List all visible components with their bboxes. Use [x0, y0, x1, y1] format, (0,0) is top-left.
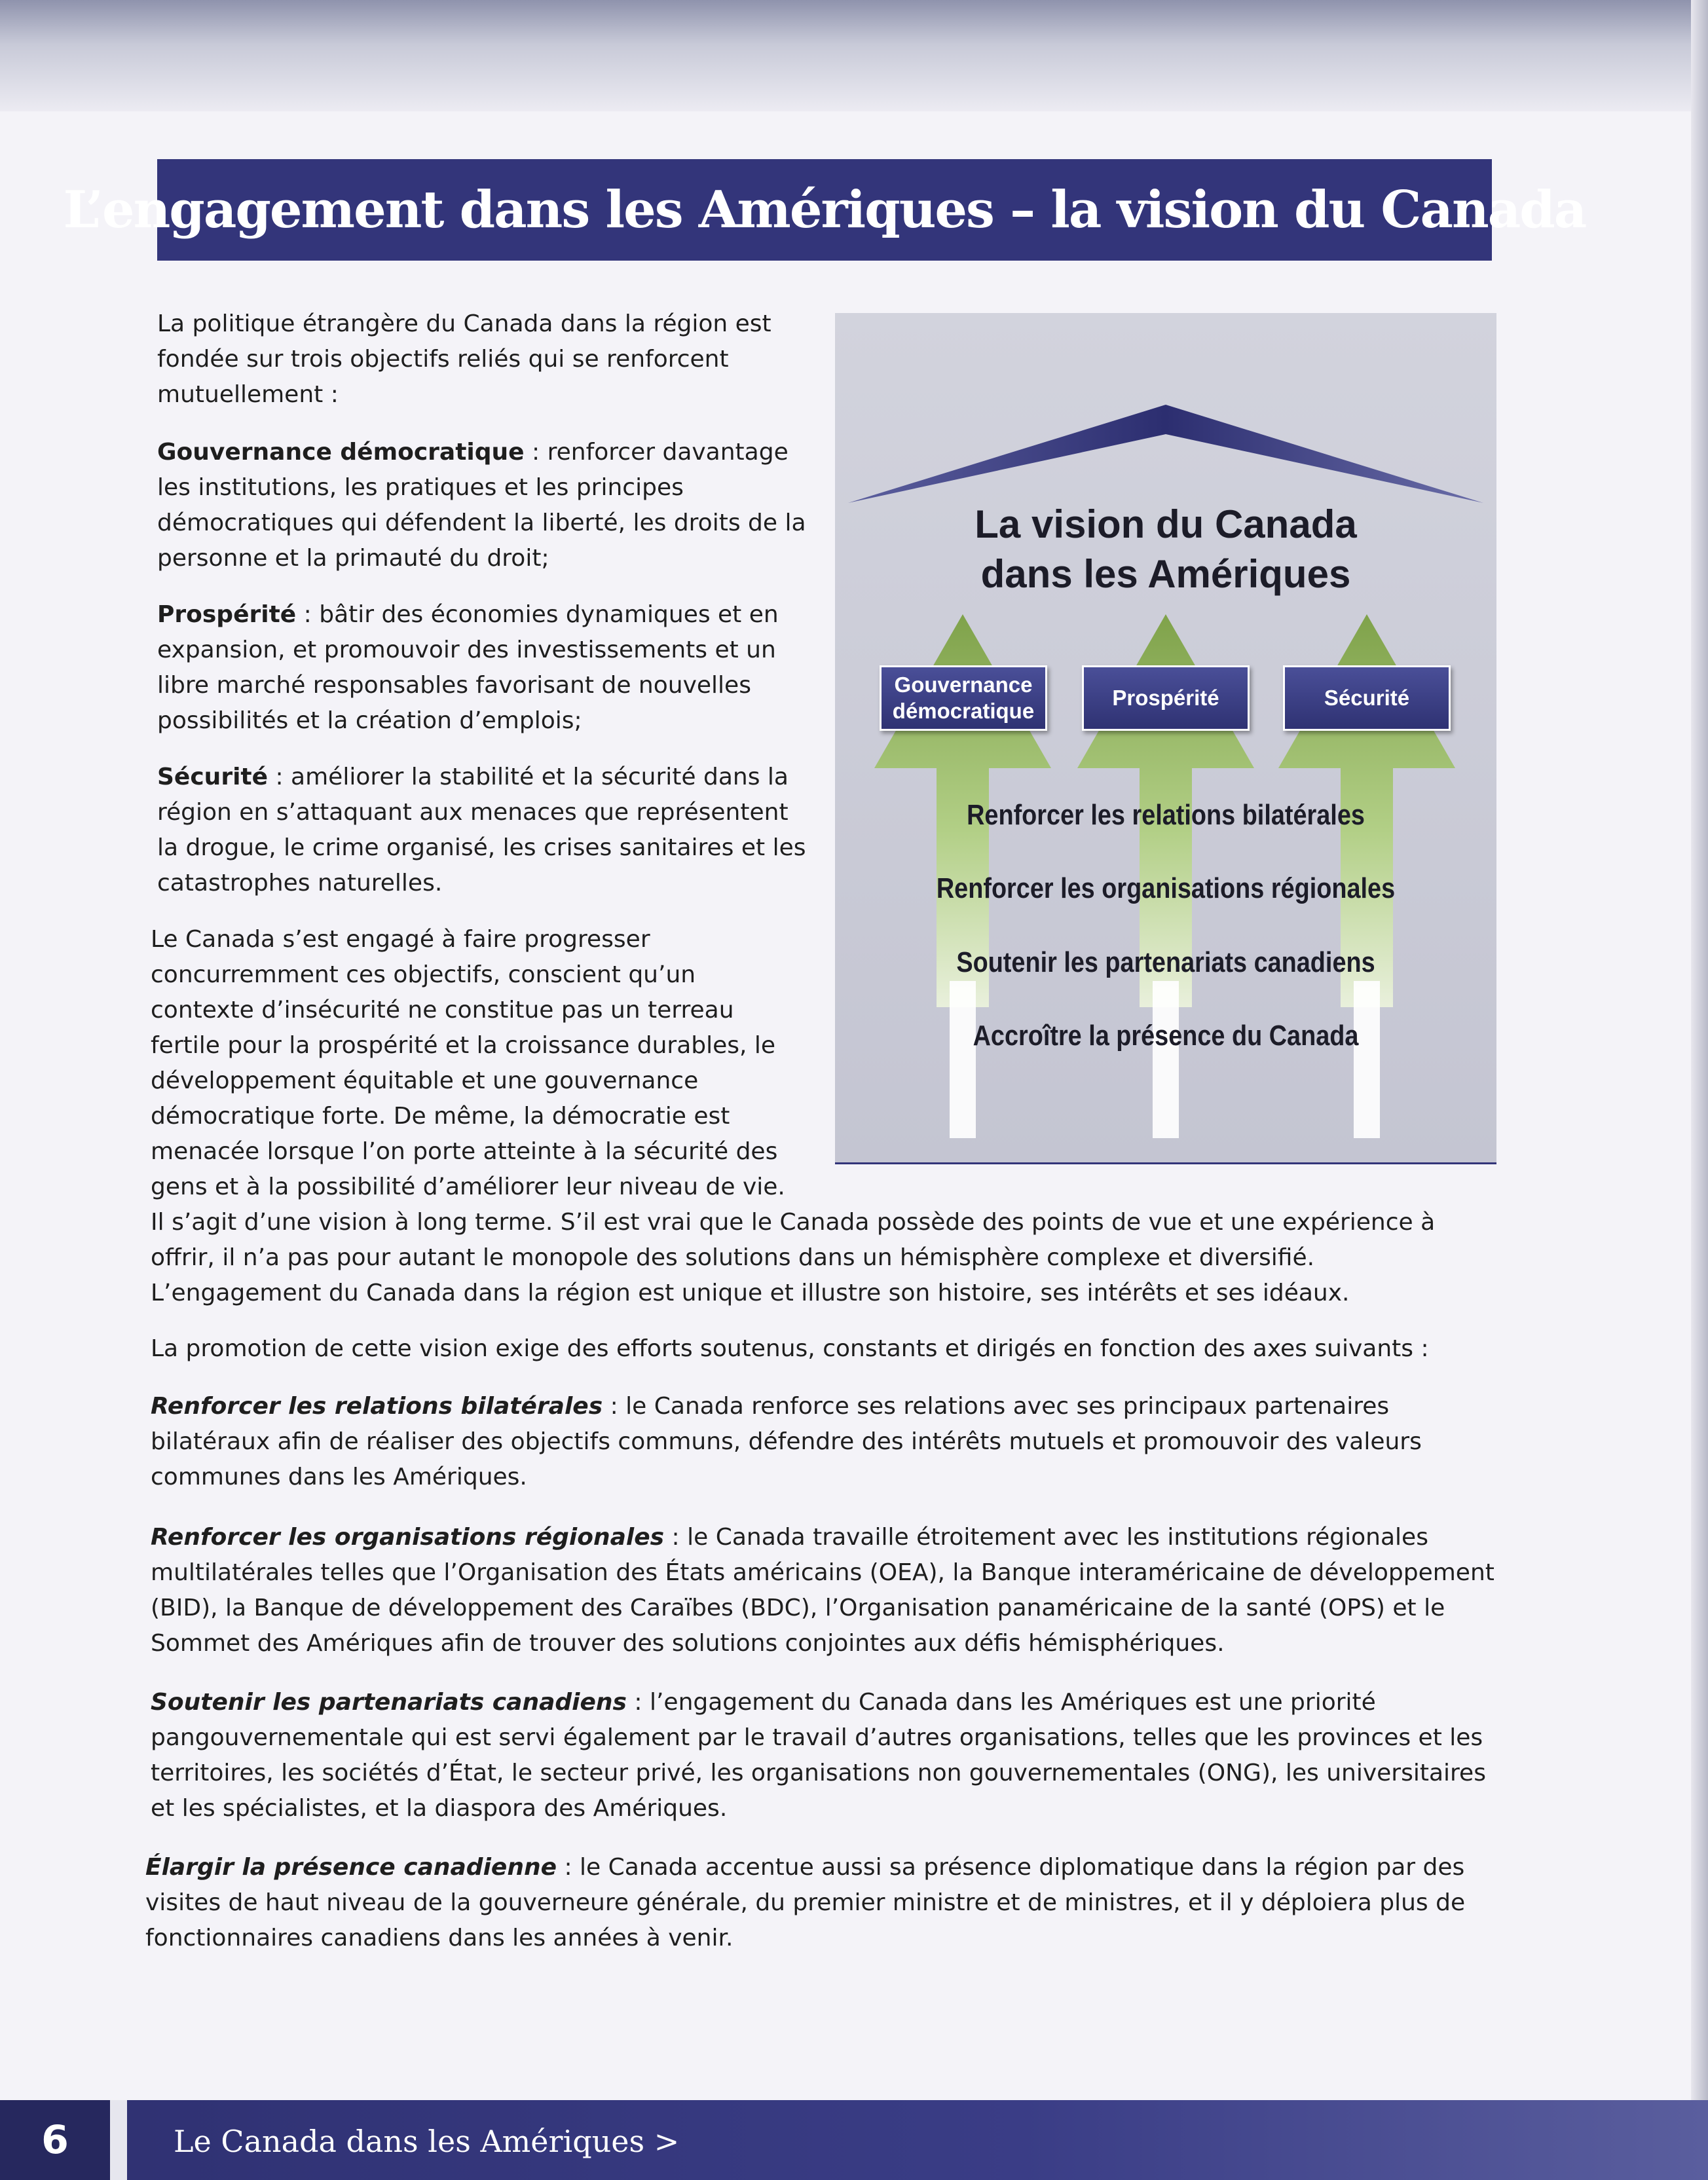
vision-figure: [835, 313, 1496, 1164]
title-bar: [63, 159, 1586, 261]
axis-text: : le Canada renforce ses relations avec ses principaux partenaires bilatéraux afin de réaliser des objectifs communs, défendre des intérêts mutuels et promouvoir des valeurs communes dans les Amériques.: [151, 1393, 1422, 1490]
figure-title-line: dans les Amériques: [980, 552, 1351, 596]
pillar-label-line: Gouvernance: [894, 673, 1033, 697]
page-title: L’engagement dans les Amériques – la vision du Canada: [63, 180, 1586, 240]
objective-term: Gouvernance démocratique: [157, 439, 525, 466]
axis-term: Renforcer les organisations régionales: [151, 1524, 665, 1551]
figure-title-line: La vision du Canada: [975, 502, 1357, 546]
axis-regional: [151, 1520, 1500, 1661]
pillar-label-line: démocratique: [892, 699, 1035, 723]
page-number: 6: [0, 2100, 110, 2180]
intro-paragraph: La politique étrangère du Canada dans la région est fondée sur trois objectifs reliés qui se renforcent mutuellement :: [157, 310, 771, 408]
top-band: [0, 0, 1708, 111]
axis-term: Renforcer les relations bilatérales: [151, 1393, 603, 1420]
footer-divider: [110, 2100, 127, 2180]
objective-term: Prospérité: [157, 601, 297, 628]
footer-publication-title: Le Canada dans les Amériques >: [174, 2124, 680, 2159]
foundation-line: Renforcer les organisations régionales: [936, 872, 1396, 904]
axis-term: Soutenir les partenariats canadiens: [151, 1689, 627, 1716]
foundation-line: Accroître la présence du Canada: [973, 1020, 1359, 1052]
objective-text: : bâtir des économies dynamiques et en expansion, et promouvoir des investissements et un libre marché responsables favorisant de nouvelles possibilités et la création d’emplois;: [157, 601, 779, 734]
promotion-paragraph: La promotion de cette vision exige des efforts soutenus, constants et dirigés en fonction des axes suivants :: [151, 1335, 1429, 1362]
pillar-security: Sécurité: [1283, 665, 1451, 731]
pillar-governance: [880, 665, 1047, 731]
axis-text: : le Canada accentue aussi sa présence diplomatique dans la région par des visites de haut niveau de la gouverneure générale, du premier ministre et de ministres, et il y déploiera plus de fonctionnaires canadiens dans les années à venir.: [145, 1854, 1466, 1951]
objective-text: : améliorer la stabilité et la sécurité dans la région en s’attaquant aux menaces que représentent la drogue, le crime organisé, les crises sanitaires et les catastrophes naturelles.: [157, 764, 806, 896]
objective-term: Sécurité: [157, 764, 269, 790]
axis-partnerships: [151, 1685, 1500, 1826]
pillar-prosperity: Prospérité: [1082, 665, 1250, 731]
axis-presence: [145, 1850, 1494, 1956]
objective-governance: [157, 435, 812, 576]
foundation-line: Soutenir les partenariats canadiens: [956, 946, 1375, 978]
page-edge: [1691, 0, 1708, 2180]
axis-text: : l’engagement du Canada dans les Amériques est une priorité pangouvernementale qui est servi également par le travail d’autres organisations, telles que les provinces et les territoires, les sociétés d’État, le secteur privé, les organisations non gouvernementales (ONG), les universitaires et les spécialistes, et la diaspora des Amériques.: [151, 1689, 1486, 1822]
axis-term: Élargir la présence canadienne: [145, 1854, 557, 1881]
foundation-line: Renforcer les relations bilatérales: [967, 799, 1365, 831]
objective-prosperity: [157, 597, 812, 739]
objective-security: [157, 760, 812, 901]
axis-text: : le Canada travaille étroitement avec les institutions régionales multilatérales telles que l’Organisation des États américains (OEA), la Banque interaméricaine de développement (BID), la Banque de développement des Caraïbes (BDC), l’Organisation panaméricaine de la santé (OPS) et le Sommet des Amériques afin de trouver des solutions conjointes aux défis hémisphériques.: [151, 1524, 1494, 1657]
objective-text: : renforcer davantage les institutions, les pratiques et les principes démocratiques qui défendent la liberté, les droits de la personne et la primauté du droit;: [157, 439, 806, 572]
commitment-text: Le Canada s’est engagé à faire progresser concurremment ces objectifs, conscient qu’un contexte d’insécurité ne constitue pas un terreau fertile pour la prospérité et la croissance durables, le développement équitable et une gouvernance démocratique forte. De même, la démocratie est menacée lorsque l’on porte atteinte à la sécurité des gens et à la possibilité d’améliorer leur niveau de vie. Il s’agit d’une vision à long terme. S’il est vrai que le Canada possède des points de vue et une expérience à offrir, il n’a pas pour autant le monopole des solutions dans un hémisphère complexe et diversifié. L’engagement du Canada dans la région est unique et illustre son histoire, ses intérêts et ses idéaux.: [151, 926, 1436, 1306]
figure-title: [835, 500, 1496, 599]
roof-shape: [848, 405, 1483, 503]
axis-bilateral: [151, 1389, 1500, 1495]
